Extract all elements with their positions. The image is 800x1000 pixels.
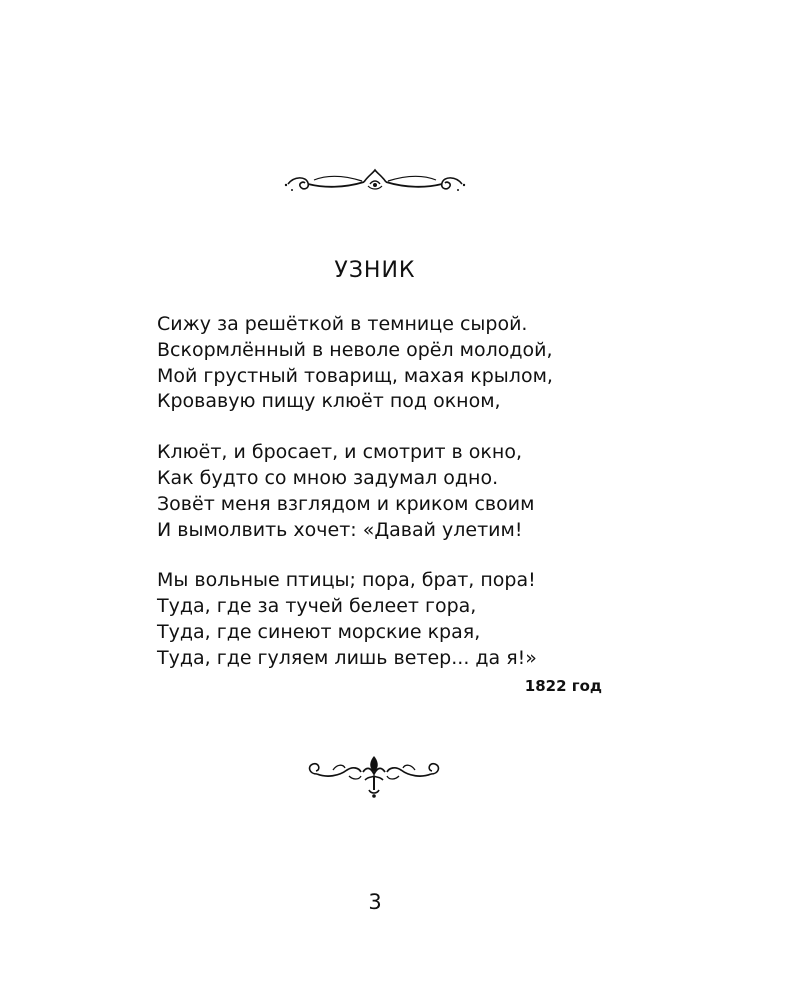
poem-title: УЗНИК [334, 258, 416, 283]
poem-line: Вскормлённый в неволе орёл молодой, [157, 338, 553, 361]
poem-line: Кровавую пищу клюёт под окном, [157, 390, 501, 413]
poem-line: Туда, где гуляем лишь ветер... да я!» [157, 646, 537, 669]
poem-body [157, 312, 627, 697]
poem-line: Мой грустный товарищ, махая крылом, [157, 364, 553, 387]
poem-date: 1822 год [524, 677, 602, 695]
page-number: 3 [368, 890, 382, 914]
stanza-3 [157, 568, 627, 671]
fleuron-divider-icon [303, 750, 445, 800]
flourish-divider-icon [284, 166, 466, 200]
stanza-1 [157, 312, 627, 415]
poem-line: Зовёт меня взглядом и криком своим [157, 492, 535, 515]
poem-line: Туда, где синеют морские края, [157, 620, 481, 643]
poem-line: И вымолвить хочет: «Давай улетим! [157, 518, 523, 541]
poem-line: Клюёт, и бросает, и смотрит в окно, [157, 441, 522, 464]
poem-line: Как будто со мною задумал одно. [157, 466, 499, 489]
poem-line: Туда, где за тучей белеет гора, [157, 595, 477, 618]
stanza-2 [157, 440, 627, 543]
poem-line: Сижу за решёткой в темнице сырой. [157, 313, 528, 335]
poem-line: Мы вольные птицы; пора, брат, пора! [157, 569, 536, 592]
